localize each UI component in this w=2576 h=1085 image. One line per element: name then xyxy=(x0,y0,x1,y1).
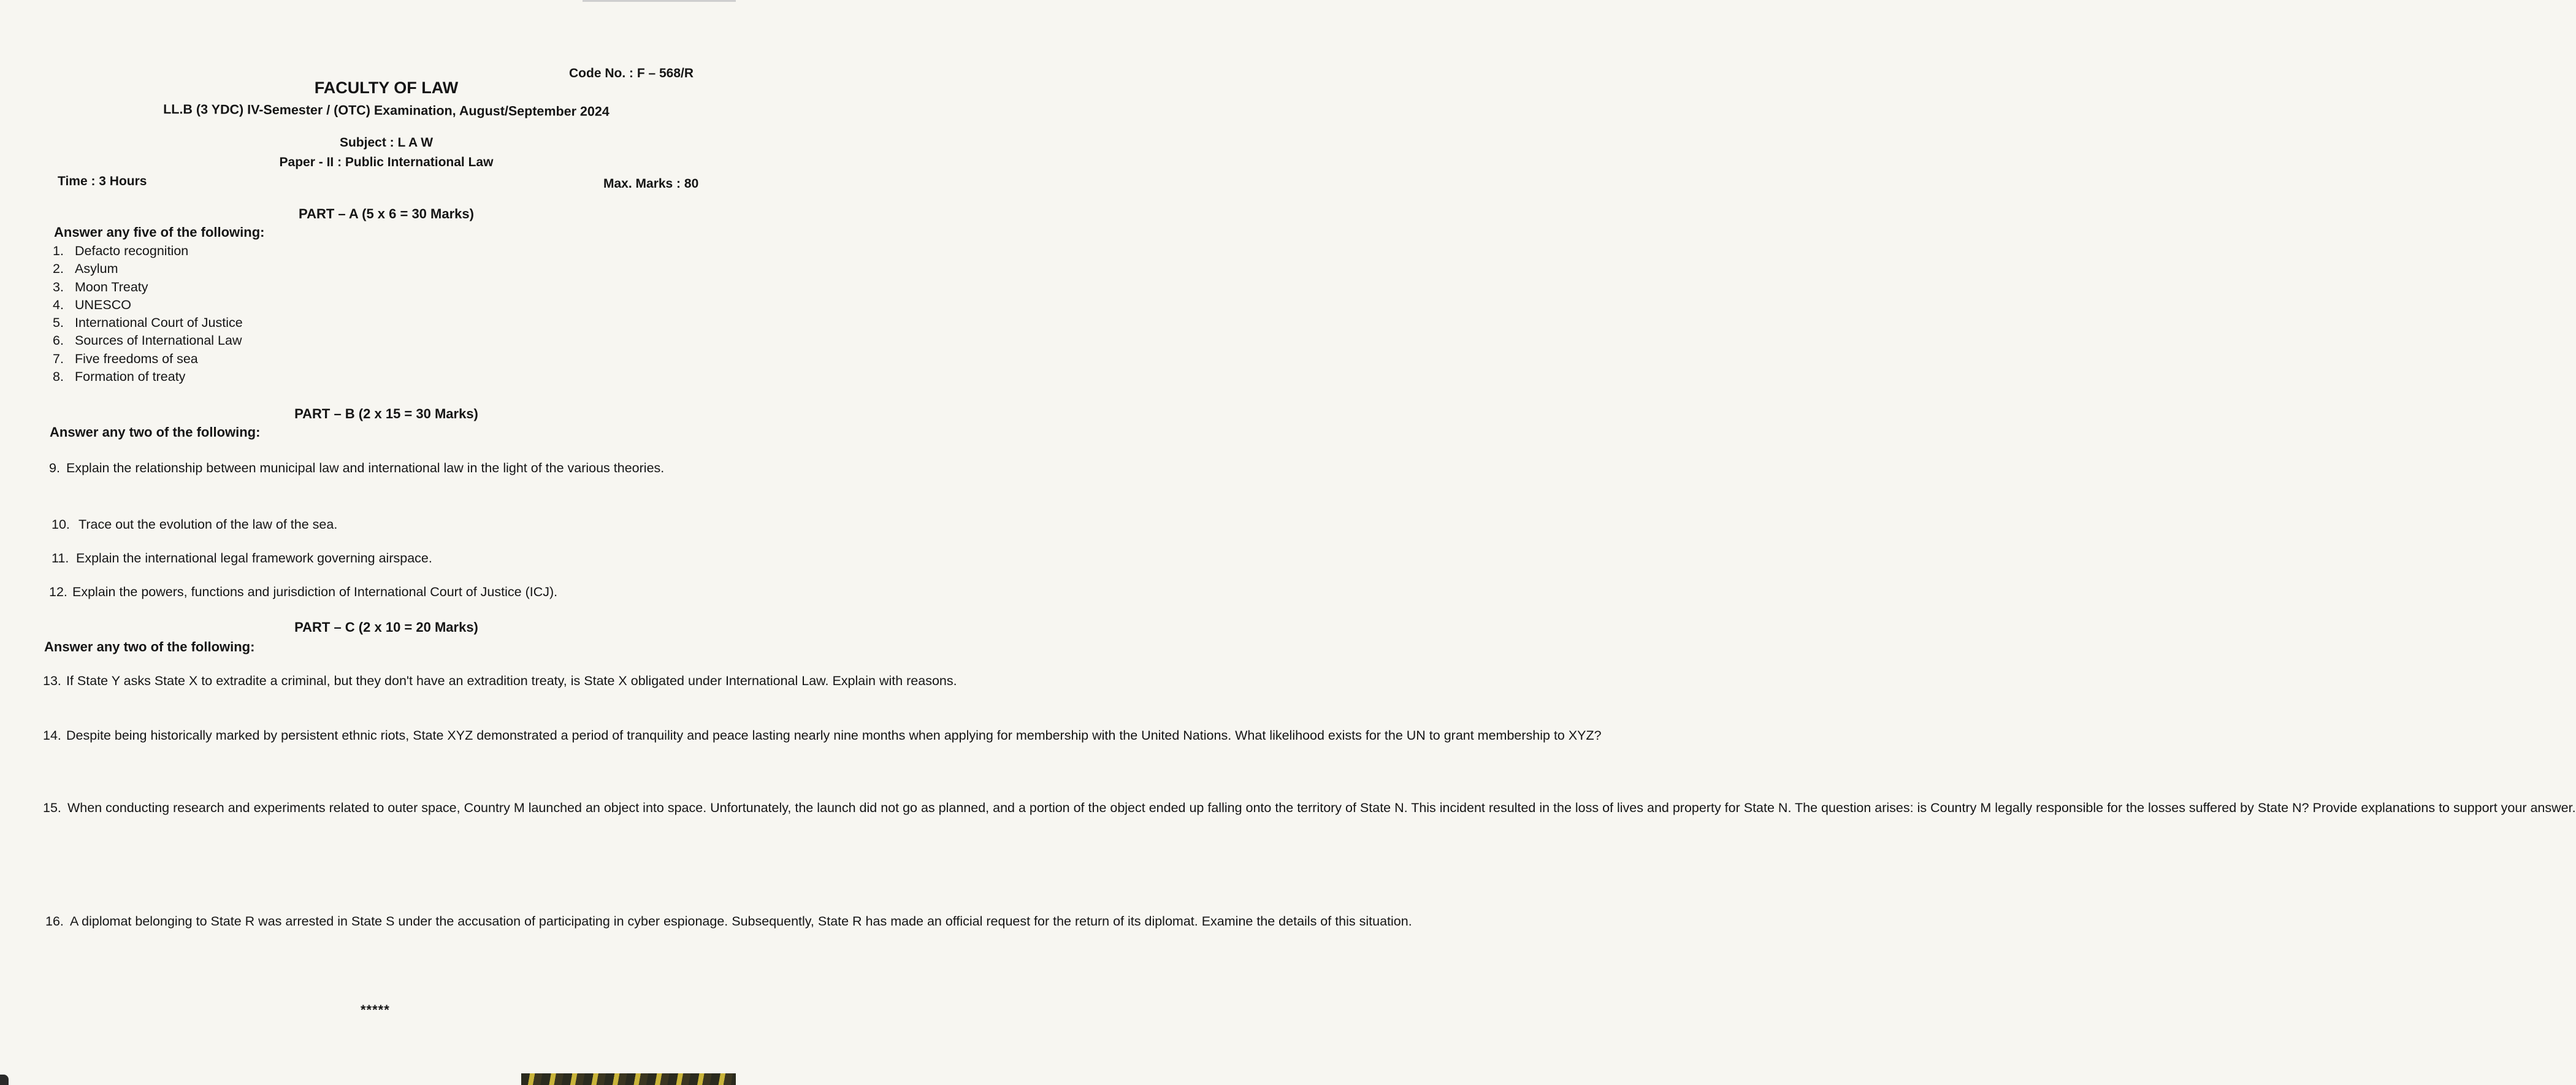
list-item: 6. Sources of International Law xyxy=(53,333,242,348)
list-item: 8. Formation of treaty xyxy=(53,369,186,385)
list-item: 2. Asylum xyxy=(53,261,118,277)
question-number: 14. xyxy=(43,728,61,743)
part-a-list xyxy=(53,242,243,386)
faculty-title: FACULTY OF LAW xyxy=(314,79,459,97)
max-marks: Max. Marks : 80 xyxy=(603,177,699,191)
list-item: 1. Defacto recognition xyxy=(53,243,189,258)
exam-title: LL.B (3 YDC) IV-Semester / (OTC) Examination, August/September 2024 xyxy=(163,102,610,119)
list-item: 4. UNESCO xyxy=(53,297,131,312)
question-number: 11. xyxy=(52,551,69,566)
question-number: 15. xyxy=(43,800,61,815)
time-allowed: Time : 3 Hours xyxy=(58,174,147,188)
scan-edge-artifact xyxy=(521,1073,736,1085)
question-number: 10. xyxy=(52,517,70,532)
question-text: A diplomat belonging to State R was arrested in State S under the accusation of participating in cyber espionage. Subsequently, State R has made an official request for the return of its diplomat. Examine the details of this situation. xyxy=(70,914,1412,929)
list-item: 5. International Court of Justice xyxy=(53,315,243,331)
subject-line: Subject : L A W xyxy=(339,136,434,150)
question-text: When conducting research and experiments related to outer space, Country M launched an object into space. Unfortunately, the launch did not go as planned, and a portion of the object ended up falling onto the territory of State N. This incident resulted in the loss of lives and property for State N. The question arises: is Country M legally responsible for the losses suffered by State N? Provide explanations to support your answer. xyxy=(67,800,2576,815)
list-item: 7. Five freedoms of sea xyxy=(53,351,198,366)
question-number: 16. xyxy=(45,914,64,929)
scan-edge-artifact xyxy=(0,1075,9,1085)
part-c-heading: PART – C (2 x 10 = 20 Marks) xyxy=(294,619,478,635)
end-marker: ***** xyxy=(361,1002,390,1018)
question-text: Explain the powers, functions and jurisdiction of International Court of Justice (ICJ). xyxy=(72,585,558,599)
question-number: 13. xyxy=(43,673,61,688)
question-number: 12. xyxy=(49,585,67,599)
question-text: Explain the relationship between municipal law and international law in the light of the various theories. xyxy=(66,461,665,475)
part-c-instruction: Answer any two of the following: xyxy=(44,639,255,654)
part-a-heading: PART – A (5 x 6 = 30 Marks) xyxy=(299,206,474,221)
scan-edge-line xyxy=(583,0,736,2)
question-text: Despite being historically marked by persistent ethnic riots, State XYZ demonstrated a period of tranquility and peace lasting nearly nine months when applying for membership with the United Nations. What likelihood exists for the UN to grant membership to XYZ? xyxy=(66,728,1602,743)
question-number: 9. xyxy=(49,461,60,475)
list-item: 3. Moon Treaty xyxy=(53,279,148,294)
part-a-instruction: Answer any five of the following: xyxy=(54,224,265,240)
code-number: Code No. : F – 568/R xyxy=(569,66,694,80)
question-text: Explain the international legal framework governing airspace. xyxy=(76,551,432,566)
paper-line: Paper - II : Public International Law xyxy=(279,155,494,169)
part-b-instruction: Answer any two of the following: xyxy=(50,424,261,440)
question-text: Trace out the evolution of the law of the sea. xyxy=(78,517,338,532)
question-text: If State Y asks State X to extradite a criminal, but they don't have an extradition treaty, is State X obligated under International Law. Explain with reasons. xyxy=(66,673,957,688)
part-b-heading: PART – B (2 x 15 = 30 Marks) xyxy=(294,406,478,421)
